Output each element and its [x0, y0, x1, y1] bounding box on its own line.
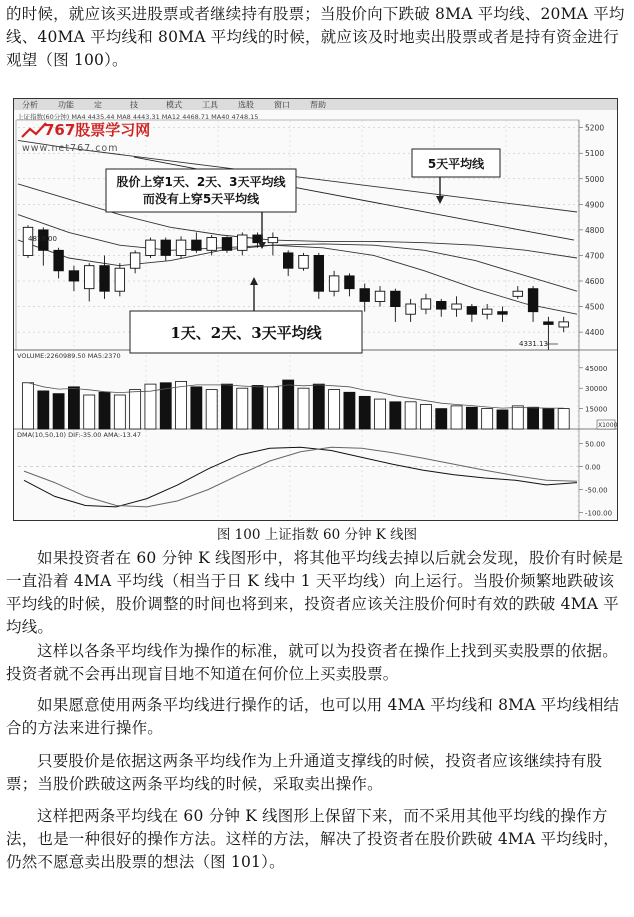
volume-bar — [420, 405, 431, 429]
candle-body — [375, 291, 384, 301]
body-paragraph-1: 如果投资者在 60 分钟 K 线图形中，将其他平均线去掉以后就会发现，股价有时候是一直沿着 4MA 平均线（相当于日 K 线中 1 天平均线）向上运行。当股价频繁地跌破该平均线的时候，股价调整的时间也将到来，投资者应该关注股价何时有效的跌破 4MA 平均线。 — [6, 549, 624, 636]
candle-body — [253, 235, 262, 243]
body-paragraph-5: 这样把两条平均线在 60 分钟 K 线图形上保留下来，而不采用其他平均线的操作方法，也是一种很好的操作方法。这样的方法，解决了投资者在股价跌破 4MA 平均线时，仍然不愿意卖出股票的想法（图 101）。 — [6, 807, 619, 871]
callout-right — [412, 149, 500, 204]
candle-body — [283, 253, 292, 268]
candle-body — [482, 309, 491, 314]
volume-bar — [114, 395, 125, 429]
chart-svg — [14, 99, 617, 520]
candle-body — [268, 238, 277, 243]
volume-bar — [375, 399, 386, 429]
volume-bar — [176, 381, 187, 429]
candle-body — [115, 268, 124, 291]
menu-item[interactable]: 分析 — [22, 100, 38, 110]
candle-body — [467, 307, 476, 315]
volume-bar — [329, 390, 340, 429]
menu-item[interactable]: 功能 — [58, 100, 74, 110]
candle-body — [544, 322, 553, 325]
volume-bar — [558, 409, 569, 429]
low-price-label: 4331.13 — [519, 340, 548, 348]
candle-body — [437, 301, 446, 309]
rising-line-icon — [22, 123, 46, 137]
volume-bar — [451, 406, 462, 429]
volume-bar — [68, 387, 79, 429]
price-tick-label: 4400 — [585, 328, 605, 338]
callout-right-arrow — [436, 196, 444, 204]
price-tick-label: 5000 — [585, 174, 605, 184]
indicator-header: 上证指数(60分钟) MA4 4435.44 MA8 4443.31 MA12 4468.71 MA40 4748.15 — [17, 113, 259, 121]
price-tick-label: 5200 — [585, 123, 605, 133]
price-tick-label: 4500 — [585, 302, 605, 312]
volume-bar — [512, 406, 523, 429]
candle-body — [360, 289, 369, 302]
candle-body — [84, 266, 93, 289]
candle-body — [69, 271, 78, 281]
watermark-brand: 767股票学习网 — [44, 121, 151, 139]
volume-bar — [298, 388, 309, 429]
volume-bar — [237, 388, 248, 429]
candle-body — [100, 266, 109, 292]
watermark-url: www.net767.com — [22, 143, 119, 154]
candle-body — [498, 312, 507, 315]
candle-body — [54, 250, 63, 270]
volume-tick-label: 15000 — [585, 405, 608, 414]
volume-bar — [528, 407, 539, 429]
volume-bar — [221, 384, 232, 429]
menu-item[interactable]: 技 — [130, 100, 138, 110]
callout-top — [106, 169, 296, 249]
candle-body — [192, 240, 201, 250]
volume-tick-label: 45000 — [585, 364, 608, 373]
callout-top-line-1: 股价上穿1天、2天、3天平均线 — [116, 175, 286, 189]
candle-body — [559, 322, 568, 327]
body-paragraph-2: 这样以各条平均线作为操作的标准，就可以为投资者在操作上找到买卖股票的依据。投资者就不会再出现盲目地不知道在何价位上买卖股票。 — [6, 642, 618, 683]
candle-body — [391, 291, 400, 306]
candle-body — [238, 235, 247, 250]
price-tick-label: 4900 — [585, 200, 605, 210]
kline-chart-figure — [13, 98, 618, 521]
menu-item[interactable]: 模式 — [166, 100, 182, 110]
candle-body — [146, 240, 155, 255]
candle-body — [452, 304, 461, 309]
dma-line — [24, 447, 577, 507]
volume-bar — [206, 390, 217, 429]
menu-item[interactable]: 窗口 — [274, 100, 290, 110]
candle-body — [161, 240, 170, 255]
callout-bottom-text: 1天、2天、3天平均线 — [170, 324, 322, 342]
candle-body — [299, 255, 308, 268]
volume-bar — [390, 402, 401, 429]
candle-body — [222, 238, 231, 251]
dma-tick-label: -100.00 — [585, 509, 613, 518]
menu-items — [22, 100, 326, 110]
menu-item[interactable]: 工具 — [202, 100, 218, 110]
dma-line — [24, 447, 577, 507]
volume-bar — [482, 409, 493, 429]
price-tick-label: 5100 — [585, 149, 605, 159]
volume-bar — [405, 402, 416, 429]
volume-bar — [84, 395, 95, 429]
watermark-logo — [22, 121, 150, 154]
volume-bar — [38, 391, 49, 429]
volume-bar — [130, 390, 141, 429]
volume-bar — [267, 387, 278, 429]
callout-bottom-arrow — [250, 277, 258, 285]
body-paragraph-4: 只要股价是依据这两条平均线作为上升通道支撑线的时候，投资者应该继续持有股票；当股价跌破这两条平均线的时候，采取卖出操作。 — [6, 752, 603, 793]
volume-bar — [53, 394, 64, 429]
volume-header: VOLUME:2260989.50 MA5:2370 — [17, 352, 121, 360]
menu-item[interactable]: 定 — [94, 100, 102, 110]
figure-caption: 图 100 上证指数 60 分钟 K 线图 — [216, 527, 418, 543]
volume-bar — [436, 409, 447, 429]
volume-tick-label: 30000 — [585, 385, 608, 394]
volume-bar — [99, 392, 110, 429]
price-tick-label: 4600 — [585, 277, 605, 286]
candle-body — [421, 299, 430, 309]
high-price-label: 4818.00 — [28, 235, 57, 243]
volume-bar — [497, 410, 508, 429]
price-tick-label: 4700 — [585, 251, 605, 261]
candle-body — [329, 276, 338, 291]
candle-body — [513, 291, 522, 296]
dma-header: DMA(10,50,10) DIF:-35.00 AMA:-13.47 — [17, 431, 142, 439]
candle-body — [130, 253, 139, 268]
candle-body — [207, 238, 216, 251]
volume-bar — [359, 396, 370, 429]
top-paragraph: 的时候，就应该买进股票或者继续持有股票；当股价向下跌破 8MA 平均线、20MA 平均线、40MA 平均线和 80MA 平均线的时候，就应该及时地卖出股票或者是持有资金进行观望（图 100）。 — [6, 5, 625, 69]
volume-bar — [543, 409, 554, 429]
dma-tick-label: 0.00 — [585, 463, 601, 472]
volume-bar — [313, 384, 324, 429]
price-tick-label: 4800 — [585, 225, 605, 235]
volume-bar — [252, 385, 263, 429]
candle-body — [345, 276, 354, 289]
body-paragraph-3: 如果愿意使用两条平均线进行操作的话，也可以用 4MA 平均线和 8MA 平均线相结合的方法来进行操作。 — [6, 696, 620, 737]
candle-body — [314, 255, 323, 291]
candle-body — [406, 304, 415, 314]
menu-item[interactable]: 帮助 — [310, 100, 326, 110]
menu-item[interactable]: 选股 — [238, 100, 254, 110]
candle-body — [528, 289, 537, 312]
volume-bar — [191, 387, 202, 429]
volume-unit-label: X1000 — [598, 422, 617, 429]
callout-bottom — [130, 277, 362, 353]
candle-body — [176, 240, 185, 255]
callout-top-line-2: 而没有上穿5天平均线 — [142, 192, 260, 206]
callout-right-text: 5天平均线 — [427, 157, 485, 171]
volume-bar — [344, 392, 355, 429]
dma-tick-label: 50.00 — [585, 440, 606, 449]
volume-bar — [283, 380, 294, 429]
volume-bar — [466, 407, 477, 429]
dma-tick-label: -50.00 — [585, 486, 608, 495]
volume-bar — [22, 383, 33, 429]
